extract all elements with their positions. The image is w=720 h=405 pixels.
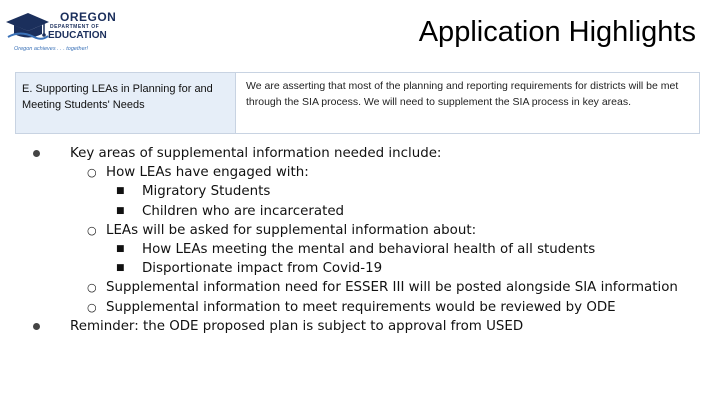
bullet-marker: ■ [116, 186, 125, 197]
oregon-education-logo [4, 8, 122, 52]
bullet-marker: ○ [87, 166, 97, 180]
list-item [0, 144, 720, 163]
bullet-text: Disportionate impact from Covid-19 [142, 261, 383, 277]
bullet-marker: ■ [116, 205, 125, 216]
bullet-text: Children who are incarcerated [142, 203, 345, 219]
bullet-text: Migratory Students [142, 184, 271, 200]
bullet-text: Supplemental information to meet requirements would be reviewed by ODE [106, 299, 616, 315]
bullet-text: LEAs will be asked for supplemental information about: [106, 222, 477, 238]
bullet-text: How LEAs have engaged with: [106, 165, 309, 181]
logo-department-text: DEPARTMENT OF [50, 24, 100, 30]
list-item [0, 259, 720, 278]
list-item [0, 317, 720, 336]
bullet-marker: ○ [87, 223, 97, 237]
logo-oregon-text: OREGON [60, 10, 117, 24]
bullet-list [0, 144, 720, 336]
logo-tagline: Oregon achieves . . . together! [14, 46, 88, 52]
bullet-marker [33, 144, 40, 163]
bullet-marker: ○ [87, 281, 97, 295]
bullet-marker: ■ [116, 263, 125, 274]
bullet-text: Reminder: the ODE proposed plan is subject to approval from USED [70, 318, 524, 334]
bullet-marker [33, 317, 40, 336]
graduation-cap-icon [4, 10, 50, 44]
bullet-text: Supplemental information need for ESSER III will be posted alongside SIA information [106, 280, 678, 296]
bullet-marker: ○ [87, 300, 97, 314]
highlight-table [15, 72, 700, 134]
list-item [0, 240, 720, 259]
highlight-description-cell: We are asserting that most of the planning and reporting requirements for districts will be met through the SIA process. We will need to supplement the SIA process in key areas. [246, 80, 679, 108]
list-item [0, 163, 720, 182]
list-item [0, 182, 720, 201]
bullet-marker: ■ [116, 243, 125, 254]
bullet-text: Key areas of supplemental information needed include: [70, 146, 442, 161]
list-item [0, 298, 720, 317]
list-item [0, 278, 720, 297]
slide-title: Application Highlights [418, 16, 696, 48]
list-item [0, 221, 720, 240]
highlight-section-cell: E. Supporting LEAs in Planning for and Meeting Students' Needs [16, 73, 236, 133]
logo-education-text: EDUCATION [48, 30, 107, 41]
bullet-text: How LEAs meeting the mental and behavioral health of all students [142, 241, 596, 257]
list-item [0, 202, 720, 221]
